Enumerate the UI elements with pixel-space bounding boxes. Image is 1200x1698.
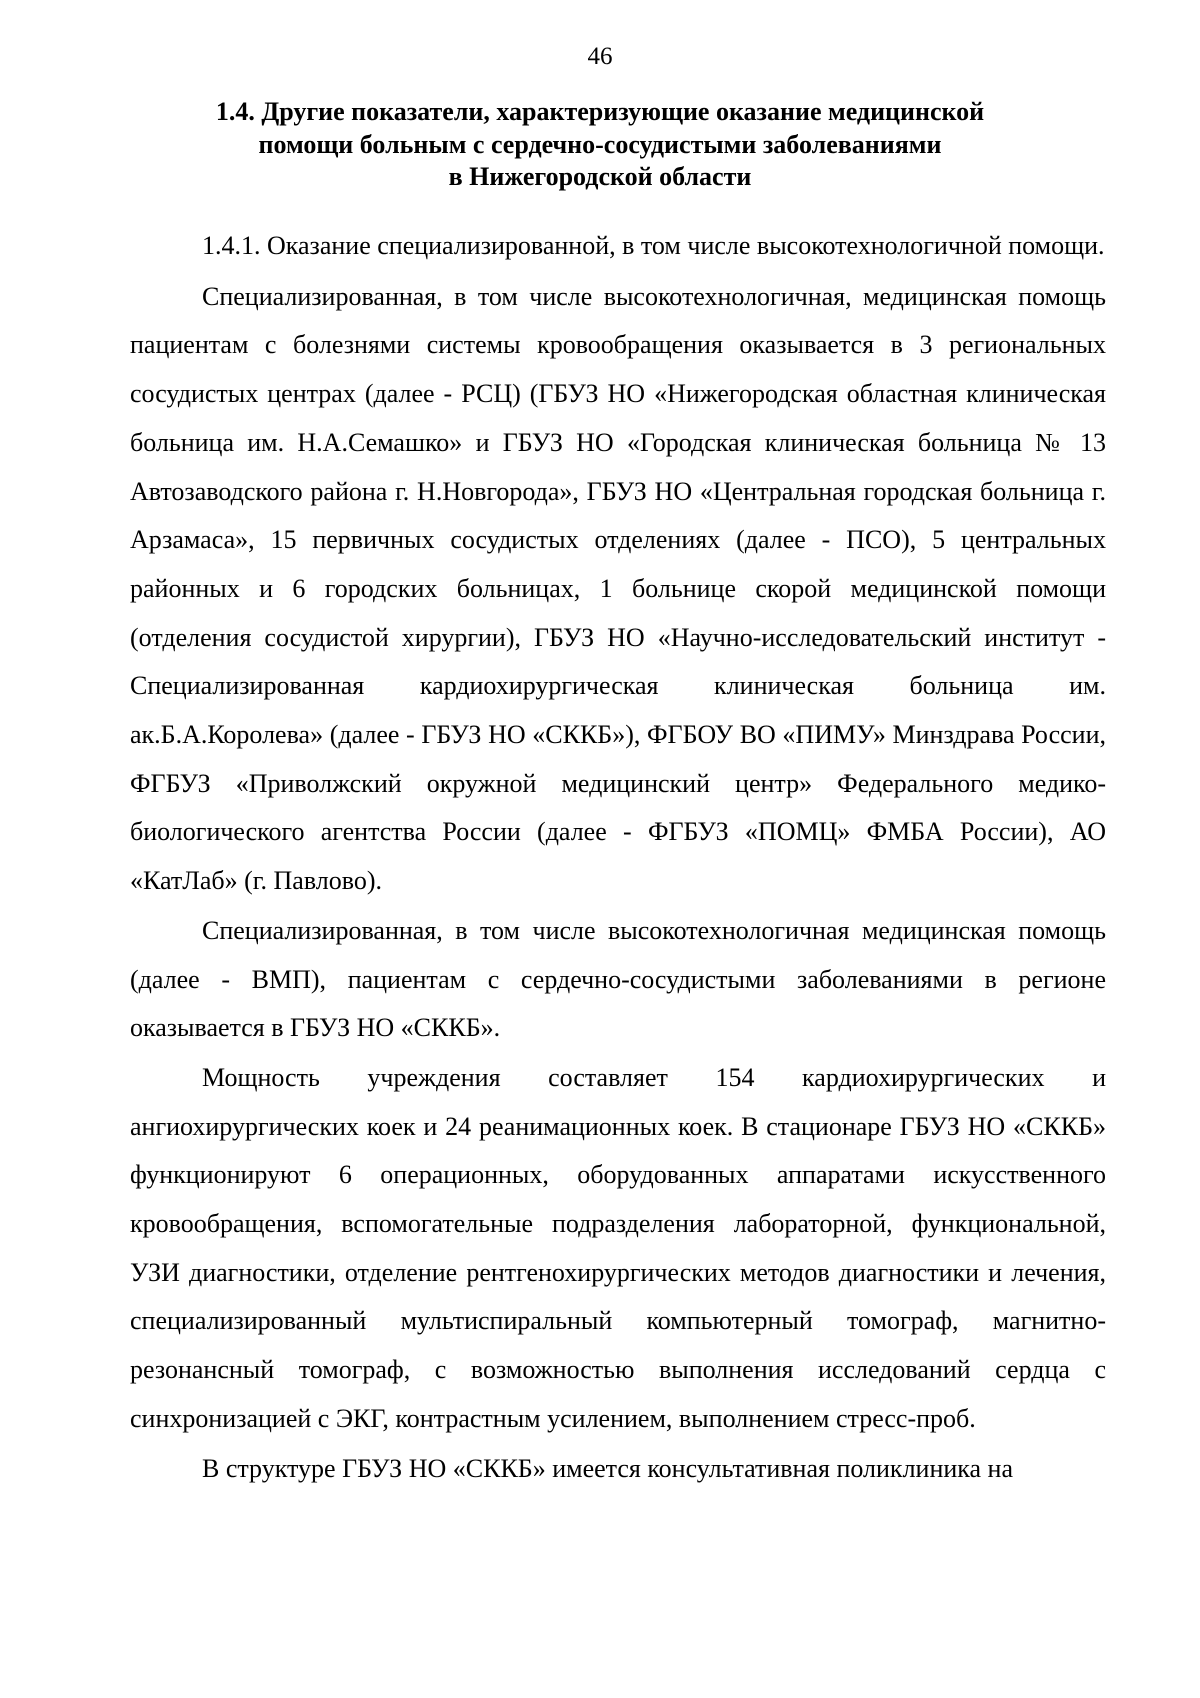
- paragraph-subsection-title: 1.4.1. Оказание специализированной, в том числе высокотехнологичной помощи.: [202, 231, 1105, 260]
- body-text: [130, 222, 1106, 1493]
- section-heading-line-3: в Нижегородской области: [448, 162, 752, 191]
- section-heading-line-2: помощи больным с сердечно-сосудистыми заболеваниями: [258, 129, 942, 159]
- page-number: 46: [587, 43, 613, 70]
- paragraph-capacity: Мощность учреждения составляет 154 кардиохирургических и ангиохирургических коек и 24 реанимационных коек. В стационаре ГБУЗ НО «СККБ» функционируют 6 операционных, оборудованных аппаратами искусственного кровообращения, вспомогательные подразделения лабораторной, функциональной, УЗИ диагностики, отделение рентгенохирургических методов диагностики и лечения, специализированный мультиспиральный компьютерный томограф, магнитно-резонансный томограф, с возможностью выполнения исследований сердца с синхронизацией с ЭКГ, контрастным усилением, выполнением стресс-проб.: [130, 1062, 1106, 1433]
- section-heading: [150, 96, 1050, 194]
- paragraph-facilities: Специализированная, в том числе высокотехнологичная, медицинская помощь пациентам с болезнями системы кровообращения оказывается в 3 региональных сосудистых центрах (далее - РСЦ) (ГБУЗ НО «Нижегородская областная клиническая больница им. Н.А.Семашко» и ГБУЗ НО «Городская клиническая больница № 13 Автозаводского района г. Н.Новгорода», ГБУЗ НО «Центральная городская больница г. Арзамаса», 15 первичных сосудистых отделениях (далее - ПСО), 5 центральных районных и 6 городских больницах, 1 больнице скорой медицинской помощи (отделения сосудистой хирургии), ГБУЗ НО «Научно-исследовательский институт - Специализированная кардиохирургическая клиническая больница им. ак.Б.А.Королева» (далее - ГБУЗ НО «СККБ»), ФГБОУ ВО «ПИМУ» Минздрава России, ФГБУЗ «Приволжский окружной медицинский центр» Федерального медико-биологического агентства России (далее - ФГБУЗ «ПОМЦ» ФМБА России), АО «КатЛаб» (г. Павлово).: [130, 281, 1106, 896]
- section-heading-line-1: 1.4. Другие показатели, характеризующие оказание медицинской: [215, 97, 985, 126]
- paragraph-polyclinic: В структуре ГБУЗ НО «СККБ» имеется консультативная поликлиника на: [202, 1453, 1014, 1483]
- paragraph-vmp: Специализированная, в том числе высокотехнологичная медицинская помощь (далее - ВМП), пациентам с сердечно-сосудистыми заболеваниями в регионе оказывается в ГБУЗ НО «СККБ».: [130, 915, 1106, 1043]
